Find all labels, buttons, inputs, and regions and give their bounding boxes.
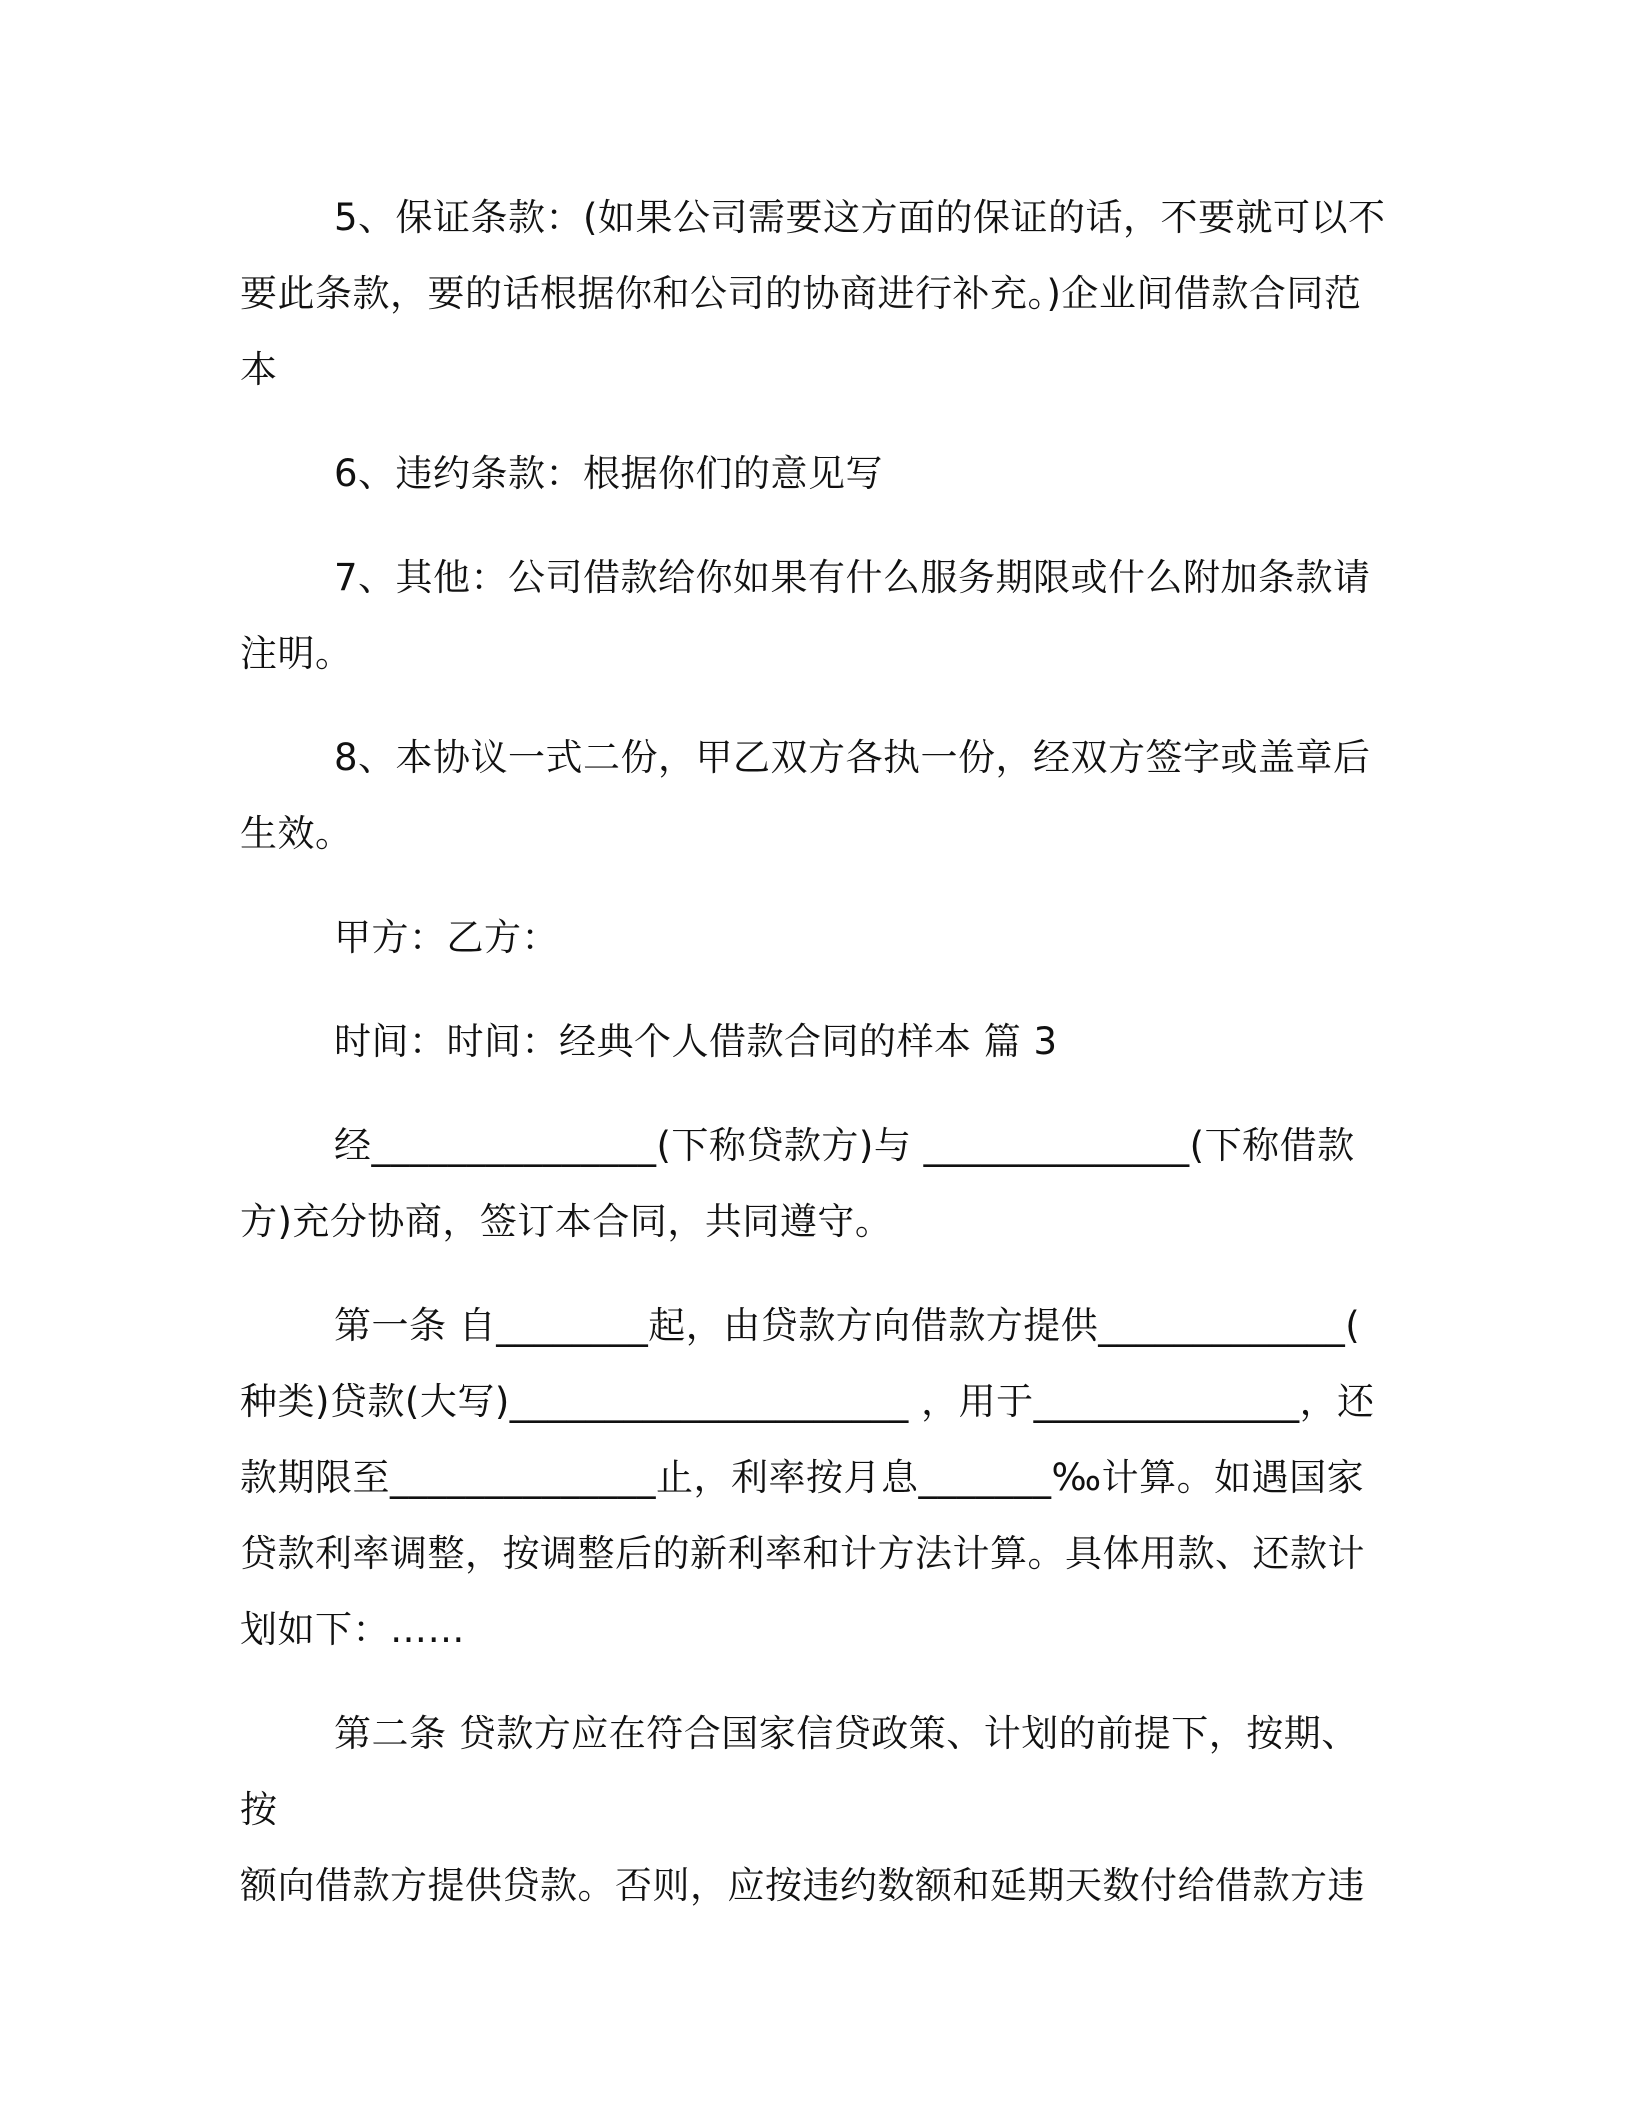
contract-intro [240, 1108, 1390, 1260]
intro-line-1: 经_______________(下称贷款方)与 ______________(下称借款 [334, 1124, 1355, 1167]
article-2-line-2: 额向借款方提供贷款。否则，应按违约数额和延期天数付给借款方违 [240, 1864, 1365, 1907]
clause-7-line-2: 注明。 [240, 632, 353, 675]
article-2 [240, 1696, 1390, 1924]
parties-line: 甲方：乙方： [334, 916, 559, 959]
signature-times [240, 1004, 1390, 1080]
article-1-line-4: 贷款利率调整，按调整后的新利率和计方法计算。具体用款、还款计 [240, 1532, 1365, 1575]
clause-7-other [240, 540, 1390, 692]
clause-5-line-2: 要此条款，要的话根据你和公司的协商进行补充。)企业间借款合同范 [240, 272, 1362, 315]
clause-5-guarantee [240, 180, 1390, 408]
article-2-line-1: 第二条 贷款方应在符合国家信贷政策、计划的前提下，按期、按 [240, 1712, 1359, 1831]
clause-8-line-1: 8、本协议一式二份，甲乙双方各执一份，经双方签字或盖章后 [334, 736, 1371, 779]
intro-line-2: 方)充分协商，签订本合同，共同遵守。 [240, 1200, 893, 1243]
clause-6-line-1: 6、违约条款：根据你们的意见写 [334, 452, 884, 495]
article-1-line-1: 第一条 自________起，由贷款方向借款方提供_____________( [334, 1304, 1361, 1347]
clause-5-line-1: 5、保证条款：(如果公司需要这方面的保证的话，不要就可以不 [334, 196, 1386, 239]
clause-7-line-1: 7、其他：公司借款给你如果有什么服务期限或什么附加条款请 [334, 556, 1371, 599]
times-line: 时间：时间：经典个人借款合同的样本 篇 3 [334, 1020, 1058, 1063]
document-body [240, 180, 1390, 1952]
clause-8-line-2: 生效。 [240, 812, 353, 855]
signature-parties [240, 900, 1390, 976]
clause-8-copies [240, 720, 1390, 872]
article-1-line-5: 划如下：…… [240, 1608, 465, 1651]
article-1-line-3: 款期限至______________止，利率按月息_______‰计算。如遇国家 [240, 1456, 1365, 1499]
clause-5-line-3: 本 [240, 348, 278, 391]
article-1 [240, 1288, 1390, 1668]
clause-6-breach [240, 436, 1390, 512]
article-1-line-2: 种类)贷款(大写)_____________________ ，用于______________，还 [240, 1380, 1375, 1423]
